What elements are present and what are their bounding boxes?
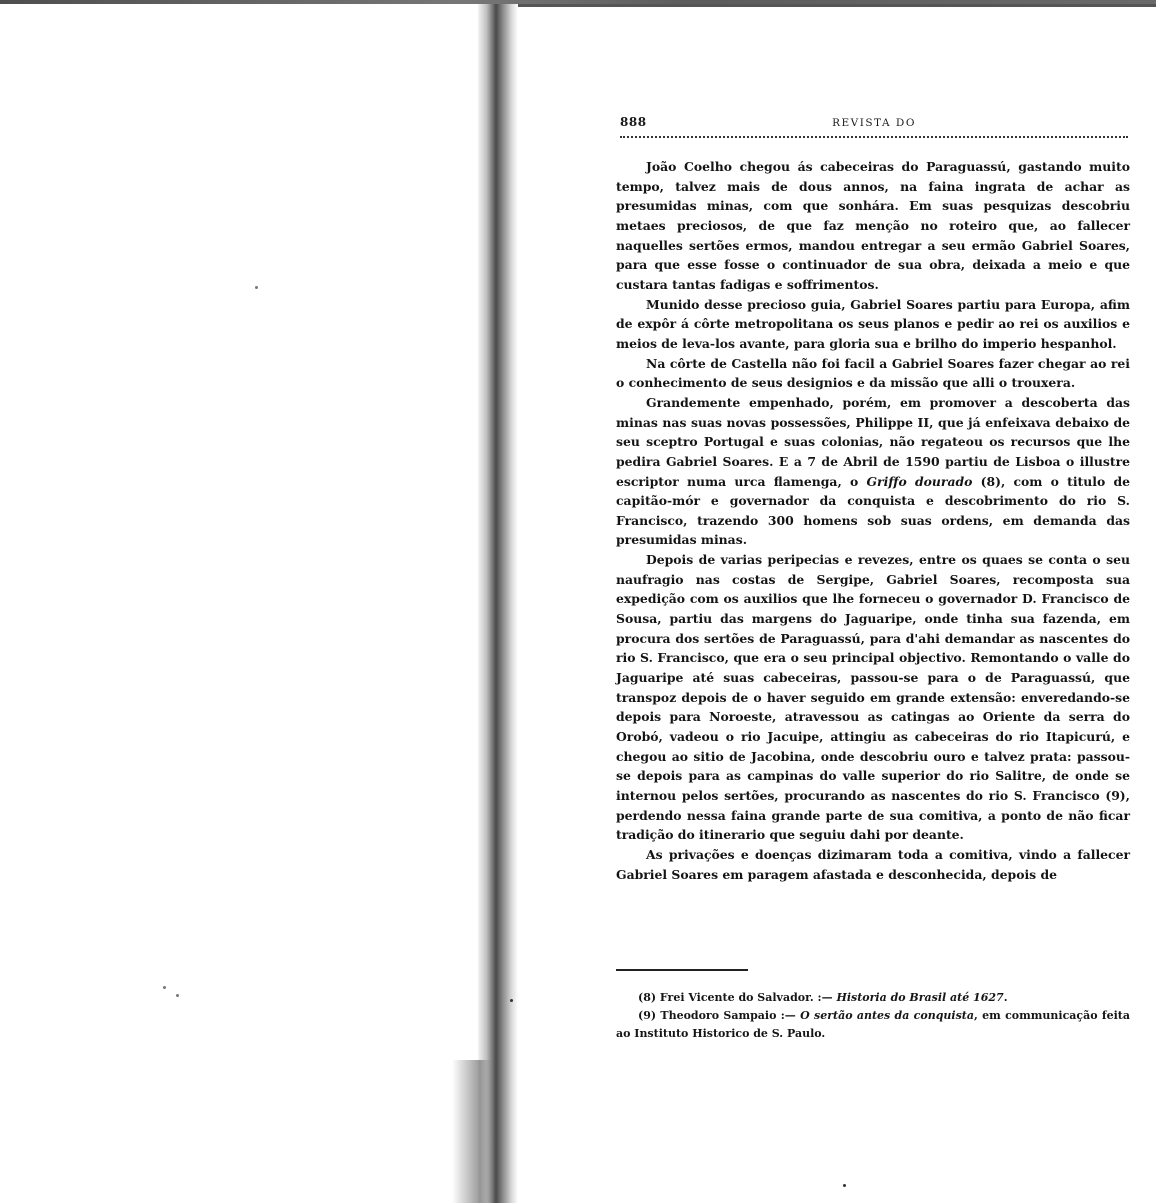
footnote-title: O sertão antes da conquista: [800, 1009, 974, 1022]
paragraph-text: (8), com o titulo de capitão-mór e governador da conquista e descobrimento do rio S. Francisco, trazendo 300 homens sob suas ordens, em demanda das presumidas minas.: [616, 473, 1130, 548]
body-text: [616, 157, 1130, 884]
footnote-title: Historia do Brasil até 1627: [836, 991, 1004, 1004]
book-gutter: [478, 4, 518, 1203]
footnote-text: .: [1003, 991, 1008, 1004]
paragraph: [616, 393, 1130, 550]
footnote-marker: (9): [638, 1009, 657, 1022]
paragraph: Na côrte de Castella não foi facil a Gabriel Soares fazer chegar ao rei o conhecimento de seus designios e da missão que alli o trouxera.: [616, 355, 1130, 391]
footnote-text: Frei Vicente do Salvador. :—: [656, 991, 837, 1004]
printed-page: [518, 4, 1156, 1203]
ship-name: Griffo dourado: [866, 473, 973, 489]
running-head: [620, 115, 1128, 135]
left-blank-page: [0, 4, 478, 1203]
paragraph-text: Grandemente empenhado, porém, em promover a descoberta das minas nas suas novas possessões, Philippe II, que já enfeixava debaixo de seu sceptro Portugal e suas colonias, não regateou os recursos que lhe pedira Gabriel Soares. E a 7 de Abril de 1590 partiu de Lisboa o illustre escriptor numa urca flamenga, o: [616, 394, 1130, 489]
page-number: 888: [620, 115, 647, 129]
running-title: REVISTA DO: [832, 117, 916, 129]
paragraph: Munido desse precioso guia, Gabriel Soares partiu para Europa, afim de expôr á côrte metropolitana os seus planos e pedir ao rei os auxilios e meios de leva-los avante, para gloria sua e brilho do imperio hespanhol.: [616, 296, 1130, 351]
scan-speck: [510, 999, 513, 1002]
paragraph: Depois de varias peripecias e revezes, entre os quaes se conta o seu naufragio nas costas de Sergipe, Gabriel Soares, recomposta sua expedição com os auxilios que lhe forneceu o governador D. Francisco de Sousa, partiu das margens do Jaguaripe, onde tinha sua fazenda, em procura dos sertões de Paraguassú, para d'ahi demandar as nascentes do rio S. Francisco, que era o seu principal objectivo. Remontando o valle do Jaguaripe até suas cabeceiras, passou-se para o de Paraguassú, que transpoz depois de o haver seguido em grande extensão: enveredando-se depois para Noroeste, atravessou as catingas ao Oriente da serra do Orobó, vadeou o rio Jacuipe, attingiu as cabeceiras do rio Itapicurú, e chegou ao sitio de Jacobina, onde descobriu ouro e talvez prata: passou-se depois para as campinas do valle superior do rio Salitre, de onde se internou pelos sertões, procurando as nascentes do rio S. Francisco (9), perdendo nessa faina grande parte de sua comitiva, a ponto de não ficar tradição do itinerario que seguiu dahi por deante.: [616, 552, 1130, 843]
gutter-shadow: [452, 1060, 492, 1203]
footnote-rule: [616, 969, 748, 971]
paragraph: João Coelho chegou ás cabeceiras do Paraguassú, gastando muito tempo, talvez mais de dous annos, na faina ingrata de achar as presumidas minas, com que sonhára. Em suas pesquizas descobriu metaes preciosos, de que faz menção no roteiro que, ao fallecer naquelles sertões ermos, mandou entregar a seu ermão Gabriel Soares, para que esse fosse o continuador de sua obra, deixada a meio e que custara tantas fadigas e soffrimentos.: [616, 159, 1130, 292]
scan-speck: [163, 986, 166, 989]
scan-speck: [176, 994, 179, 997]
scan-speck: [843, 1184, 846, 1187]
footnote-text: , em communicação feita ao Instituto Historico de S. Paulo.: [616, 1009, 1130, 1040]
paragraph: As privações e doenças dizimaram toda a comitiva, vindo a fallecer Gabriel Soares em paragem afastada e desconhecida, depois de: [616, 846, 1130, 882]
footnote-9: [616, 1007, 1130, 1043]
footnote-text: Theodoro Sampaio :—: [656, 1009, 801, 1022]
scan-speck: [255, 286, 258, 289]
header-rule: [620, 136, 1128, 138]
footnotes: [616, 989, 1130, 1043]
footnote-marker: (8): [638, 991, 657, 1004]
footnote-8: [616, 989, 1130, 1007]
